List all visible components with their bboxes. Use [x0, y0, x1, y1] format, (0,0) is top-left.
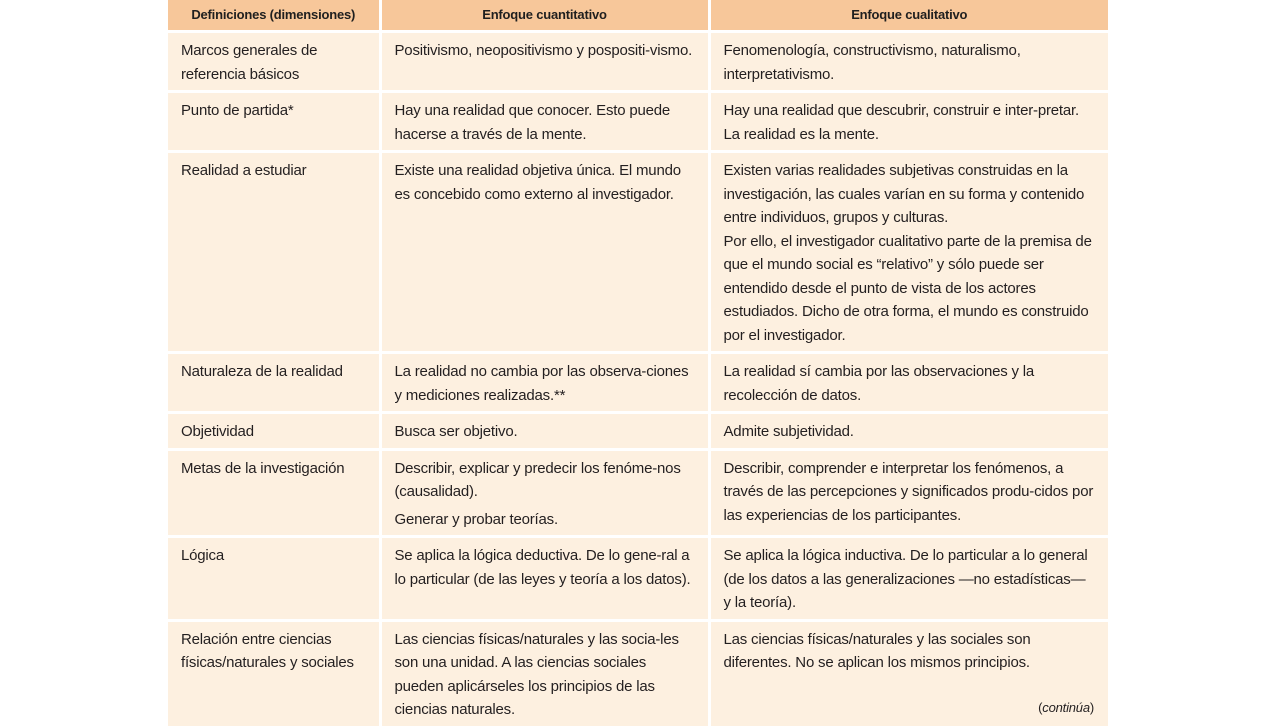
cualitativo-cell — [709, 620, 1108, 726]
cuantitativo-text-2: Generar y probar teorías. — [394, 510, 558, 528]
continua-note: (continúa) — [1038, 700, 1094, 715]
dimension-cell: Punto de partida* — [168, 92, 380, 152]
dimension-cell: Relación entre ciencias físicas/naturales y sociales — [168, 620, 380, 726]
table-row — [168, 92, 1108, 152]
cuantitativo-cell: Existe una realidad objetiva única. El mundo es concebido como externo al investigador. — [380, 152, 709, 353]
cualitativo-cell: La realidad sí cambia por las observaciones y la recolección de datos. — [709, 353, 1108, 413]
cuantitativo-cell: Las ciencias físicas/naturales y las socia-les son una unidad. A las ciencias sociales pueden aplicárseles los principios de las ciencias naturales. — [380, 620, 709, 726]
header-definiciones: Definiciones (dimensiones) — [168, 0, 380, 32]
header-cuantitativo: Enfoque cuantitativo — [380, 0, 709, 32]
table-row — [168, 413, 1108, 450]
cualitativo-cell: Hay una realidad que descubrir, construir e inter-pretar. La realidad es la mente. — [709, 92, 1108, 152]
cualitativo-text-2: Por ello, el investigador cualitativo parte de la premisa de que el mundo social es “relativo” y sólo puede ser entendido desde el punto de vista de los actores estudiados. Dicho de otra forma, el mundo es construido por el investigador. — [723, 232, 1092, 344]
table-row — [168, 449, 1108, 537]
dimension-cell: Objetividad — [168, 413, 380, 450]
cuantitativo-cell: La realidad no cambia por las observa-ciones y mediciones realizadas.** — [380, 353, 709, 413]
comparison-table-container — [168, 0, 1108, 720]
dimension-cell: Metas de la investigación — [168, 449, 380, 537]
dimension-cell: Lógica — [168, 537, 380, 621]
cuantitativo-cell — [380, 449, 709, 537]
cualitativo-cell: Fenomenología, constructivismo, naturalismo, interpretativismo. — [709, 32, 1108, 92]
cuantitativo-text: Describir, explicar y predecir los fenóme-nos (causalidad). — [394, 459, 681, 500]
cuantitativo-cell: Positivismo, neopositivismo y pospositi-vismo. — [380, 32, 709, 92]
cualitativo-cell: Se aplica la lógica inductiva. De lo particular a lo general (de los datos a las generalizaciones —no estadísticas— y la teoría). — [709, 537, 1108, 621]
cualitativo-text: Las ciencias físicas/naturales y las sociales son diferentes. No se aplican los mismos principios. — [723, 630, 1031, 671]
table-header-row — [168, 0, 1108, 32]
cuantitativo-cell: Busca ser objetivo. — [380, 413, 709, 450]
dimension-cell: Realidad a estudiar — [168, 152, 380, 353]
cualitativo-text: Existen varias realidades subjetivas construidas en la investigación, las cuales varían en su forma y contenido entre individuos, grupos y culturas. — [723, 162, 1085, 226]
table-row — [168, 620, 1108, 726]
dimension-cell: Naturaleza de la realidad — [168, 353, 380, 413]
table-row — [168, 152, 1108, 353]
comparison-table — [168, 0, 1108, 726]
cualitativo-cell: Admite subjetividad. — [709, 413, 1108, 450]
cualitativo-cell — [709, 152, 1108, 353]
dimension-cell: Marcos generales de referencia básicos — [168, 32, 380, 92]
cuantitativo-cell: Hay una realidad que conocer. Esto puede hacerse a través de la mente. — [380, 92, 709, 152]
cuantitativo-cell: Se aplica la lógica deductiva. De lo gene-ral a lo particular (de las leyes y teoría a los datos). — [380, 537, 709, 621]
table-row — [168, 32, 1108, 92]
table-row — [168, 353, 1108, 413]
cualitativo-cell: Describir, comprender e interpretar los fenómenos, a través de las percepciones y significados produ-cidos por las experiencias de los participantes. — [709, 449, 1108, 537]
table-row — [168, 537, 1108, 621]
header-cualitativo: Enfoque cualitativo — [709, 0, 1108, 32]
